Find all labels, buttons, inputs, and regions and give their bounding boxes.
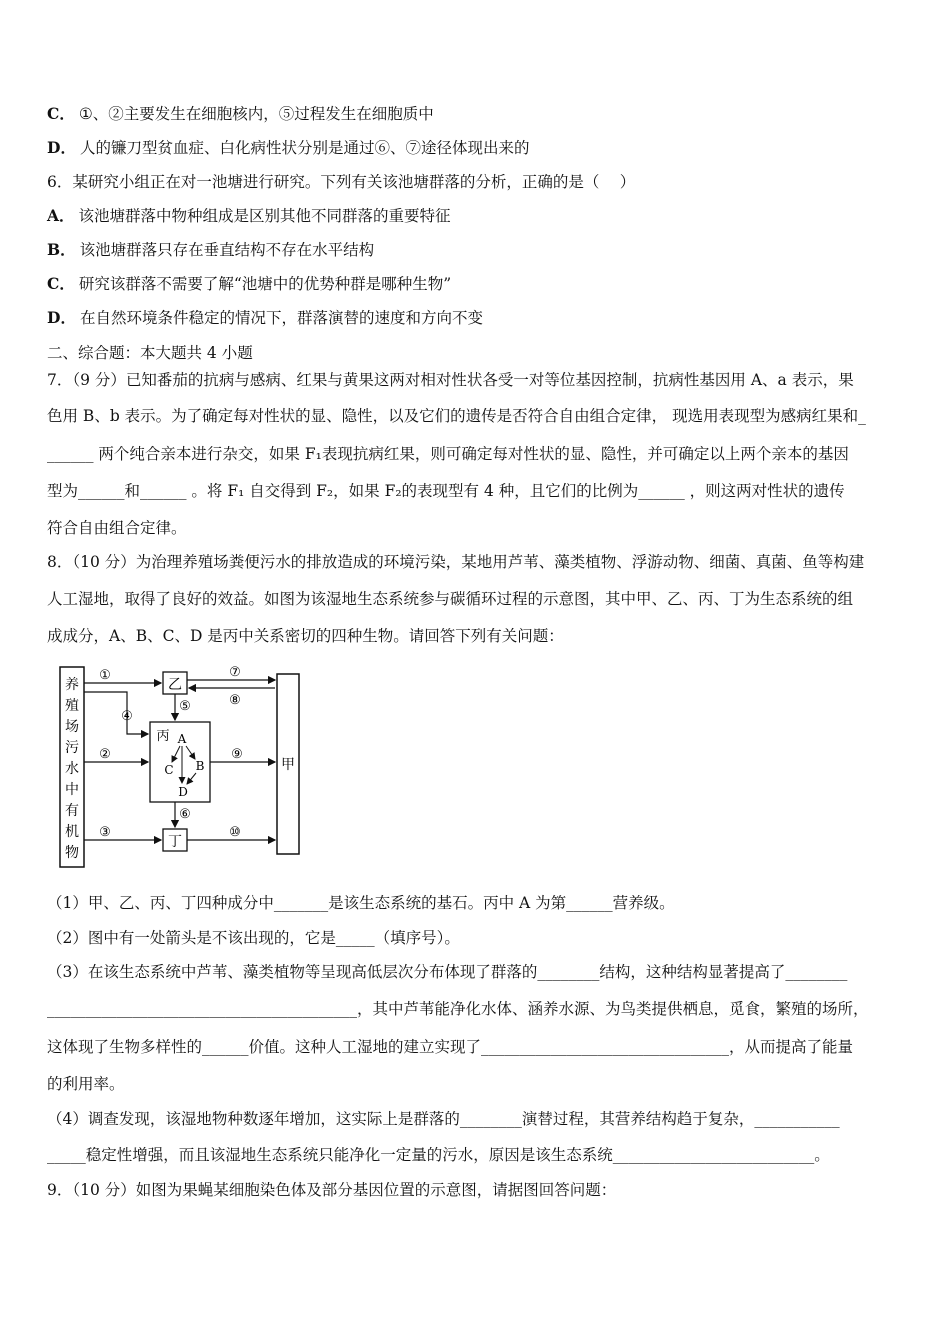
q7-line-5: 符合自由组合定律。 bbox=[47, 519, 187, 537]
option-letter: C． bbox=[47, 104, 75, 123]
q7-line-1: 7．（9 分）已知番茄的抗病与感病、红果与黄果这两对相对性状各受一对等位基因控制，抗病性基因用 A、a 表示，果 bbox=[47, 371, 854, 389]
q6-option-d bbox=[47, 306, 483, 328]
ding-label: 丁 bbox=[168, 834, 182, 850]
arrow-label-10: ⑩ bbox=[229, 825, 241, 840]
source-char: 水 bbox=[65, 761, 79, 777]
option-letter: D． bbox=[47, 308, 76, 327]
jia-label: 甲 bbox=[281, 757, 295, 773]
source-char: 有 bbox=[65, 803, 79, 819]
carbon-cycle-diagram bbox=[55, 662, 315, 872]
q8-line-1: 8．（10 分）为治理养殖场粪便污水的排放造成的环境污染，某地用芦苇、藻类植物、浮游动物、细菌、真菌、鱼等构建 bbox=[47, 553, 865, 571]
source-char: 物 bbox=[65, 845, 79, 861]
q8-sub-4-line-2: _____稳定性增强，而且该湿地生态系统只能净化一定量的污水，原因是该生态系统__________________________。 bbox=[47, 1146, 830, 1164]
q6-stem: 6．某研究小组正在对一池塘进行研究。下列有关该池塘群落的分析，正确的是（ ） bbox=[47, 173, 636, 191]
arrow-4 bbox=[84, 692, 148, 734]
option-letter: D． bbox=[47, 138, 76, 157]
section-heading: 二、综合题：本大题共 4 小题 bbox=[47, 344, 253, 362]
q7-line-3: ______ 两个纯合亲本进行杂交，如果 F₁表现抗病红果，则可确定每对性状的显、隐性，并可确定以上两个亲本的基因 bbox=[47, 445, 849, 463]
q6-option-a bbox=[47, 204, 451, 226]
q8-sub-1: （1）甲、乙、丙、丁四种成分中_______是该生态系统的基石。丙中 A 为第______营养级。 bbox=[47, 894, 675, 912]
arrow-label-9: ⑨ bbox=[231, 747, 243, 762]
option-letter: B． bbox=[47, 240, 76, 259]
q8-sub-2: （2）图中有一处箭头是不该出现的，它是_____（填序号）。 bbox=[47, 929, 460, 947]
option-text: 研究该群落不需要了解“池塘中的优势种群是哪种生物” bbox=[78, 275, 452, 293]
arrow-label-6: ⑥ bbox=[179, 807, 191, 822]
q7-line-4: 型为______和______ 。将 F₁ 自交得到 F₂，如果 F₂的表现型有 4 种，且它们的比例为______ ，则这两对性状的遗传 bbox=[47, 482, 845, 500]
arrow-label-7: ⑦ bbox=[229, 665, 241, 680]
arrow-label-2: ② bbox=[99, 747, 111, 762]
source-char: 机 bbox=[65, 824, 79, 840]
arrow-label-4: ④ bbox=[121, 709, 133, 724]
option-letter: A． bbox=[47, 206, 75, 225]
arrow-a-c bbox=[172, 746, 180, 762]
source-char: 中 bbox=[65, 782, 79, 798]
q6-option-c bbox=[47, 272, 451, 294]
q5-option-d bbox=[47, 136, 529, 158]
yi-label: 乙 bbox=[168, 677, 182, 693]
q8-line-3: 成成分，A、B、C、D 是丙中关系密切的四种生物。请回答下列有关问题： bbox=[47, 627, 564, 645]
arrow-label-8: ⑧ bbox=[229, 693, 241, 708]
q8-line-2: 人工湿地，取得了良好的效益。如图为该湿地生态系统参与碳循环过程的示意图，其中甲、乙、丙、丁为生态系统的组 bbox=[47, 590, 854, 608]
q6-option-b bbox=[47, 238, 374, 260]
organism-a: A bbox=[177, 732, 187, 746]
q8-sub-3-line-4: 的利用率。 bbox=[47, 1075, 125, 1093]
q8-sub-3-line-3: 这体现了生物多样性的______价值。这种人工湿地的建立实现了________________________________，从而提高了能量 bbox=[47, 1038, 854, 1056]
arrow-b-d bbox=[187, 773, 196, 784]
option-text: 在自然环境条件稳定的情况下，群落演替的速度和方向不变 bbox=[79, 309, 483, 327]
option-text: 该池塘群落中物种组成是区别其他不同群落的重要特征 bbox=[78, 207, 451, 225]
bing-label: 丙 bbox=[156, 729, 170, 744]
source-char: 场 bbox=[65, 719, 79, 735]
option-letter: C． bbox=[47, 274, 75, 293]
option-text: 人的镰刀型贫血症、白化病性状分别是通过⑥、⑦途径体现出来的 bbox=[79, 139, 530, 157]
source-char: 污 bbox=[65, 740, 79, 756]
organism-c: C bbox=[164, 763, 174, 777]
arrow-a-b bbox=[186, 746, 195, 759]
q8-sub-4-line-1: （4）调查发现，该湿地物种数逐年增加，这实际上是群落的________演替过程，其营养结构趋于复杂，___________ bbox=[47, 1110, 840, 1128]
option-text: 该池塘群落只存在垂直结构不存在水平结构 bbox=[79, 241, 375, 259]
q5-option-c bbox=[47, 102, 434, 124]
source-char: 养 bbox=[65, 677, 79, 693]
option-text: ①、②主要发生在细胞核内，⑤过程发生在细胞质中 bbox=[78, 105, 434, 123]
q7-line-2: 色用 B、b 表示。为了确定每对性状的显、隐性，以及它们的遗传是否符合自由组合定律， 现选用表现型为感病红果和_ bbox=[47, 407, 866, 425]
source-char: 殖 bbox=[65, 698, 79, 714]
q8-sub-3-line-2: ________________________________________，其中芦苇能净化水体、涵养水源、为鸟类提供栖息，觅食，繁殖的场所， bbox=[47, 1000, 869, 1018]
arrow-label-1: ① bbox=[99, 668, 111, 683]
q9-line-1: 9．（10 分）如图为果蝇某细胞染色体及部分基因位置的示意图，请据图回答问题： bbox=[47, 1181, 617, 1199]
source-label bbox=[65, 677, 79, 861]
organism-b: B bbox=[195, 759, 205, 773]
arrow-label-5: ⑤ bbox=[179, 699, 191, 714]
q8-sub-3-line-1: （3）在该生态系统中芦苇、藻类植物等呈现高低层次分布体现了群落的________结构，这种结构显著提高了________ bbox=[47, 963, 848, 981]
organism-d: D bbox=[178, 785, 188, 799]
arrow-label-3: ③ bbox=[99, 825, 111, 840]
